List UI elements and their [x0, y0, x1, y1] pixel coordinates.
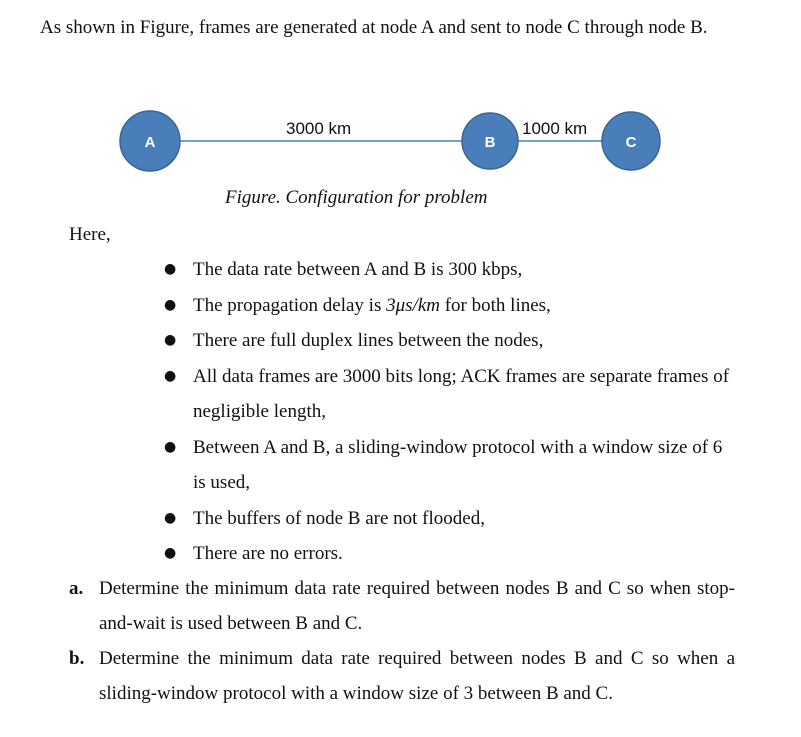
question-text: Determine the minimum data rate required between nodes B and C so when a sliding-window protocol with a window size of 3 between B and C. — [99, 648, 735, 704]
bullet-icon: ● — [164, 296, 177, 313]
condition-text: Between A and B, a sliding-window protocol with a window size of 6 is used, — [193, 436, 723, 493]
condition-text: The data rate between A and B is 300 kbps, — [193, 259, 523, 280]
intro-paragraph: As shown in Figure, frames are generated at node A and sent to node C through node B. — [40, 17, 708, 38]
conditions-list — [160, 252, 735, 572]
node-label-a: A — [144, 134, 156, 151]
bullet-icon: ● — [164, 332, 177, 348]
bullet-icon: ● — [164, 261, 177, 277]
node-label-b: B — [484, 134, 496, 151]
list-item — [160, 323, 735, 359]
list-item — [160, 359, 735, 430]
link-label-b-c: 1000 km — [522, 119, 588, 138]
questions-list — [69, 571, 735, 711]
condition-text-before: The propagation delay is — [193, 294, 387, 316]
question-label: b. — [69, 648, 85, 669]
bullet-icon: ● — [164, 438, 177, 455]
list-item — [160, 252, 735, 288]
network-diagram — [110, 105, 690, 185]
figure-caption: Figure. Configuration for problem — [225, 187, 488, 208]
list-item — [160, 501, 735, 537]
link-label-a-b: 3000 km — [286, 119, 352, 138]
list-item — [160, 430, 735, 501]
condition-text: All data frames are 3000 bits long; ACK frames are separate frames of negligible length, — [193, 365, 730, 422]
condition-text: The buffers of node B are not flooded, — [193, 507, 485, 529]
list-item — [160, 288, 735, 324]
bullet-icon: ● — [164, 509, 177, 526]
question-item — [69, 571, 735, 641]
bullet-icon: ● — [164, 367, 177, 384]
node-label-c: C — [625, 134, 637, 151]
bullet-icon: ● — [164, 545, 177, 561]
question-label: a. — [69, 578, 84, 599]
condition-text: There are no errors. — [193, 543, 343, 564]
question-text: Determine the minimum data rate required between nodes B and C so when stop-and-wait is used between B and C. — [99, 578, 735, 634]
condition-math: 3μs/km — [386, 294, 440, 316]
list-item — [160, 536, 735, 572]
network-figure — [110, 105, 690, 185]
condition-text-after: for both lines, — [439, 294, 551, 316]
question-item — [69, 641, 735, 711]
condition-text: There are full duplex lines between the nodes, — [193, 330, 544, 351]
here-label: Here, — [69, 224, 111, 245]
